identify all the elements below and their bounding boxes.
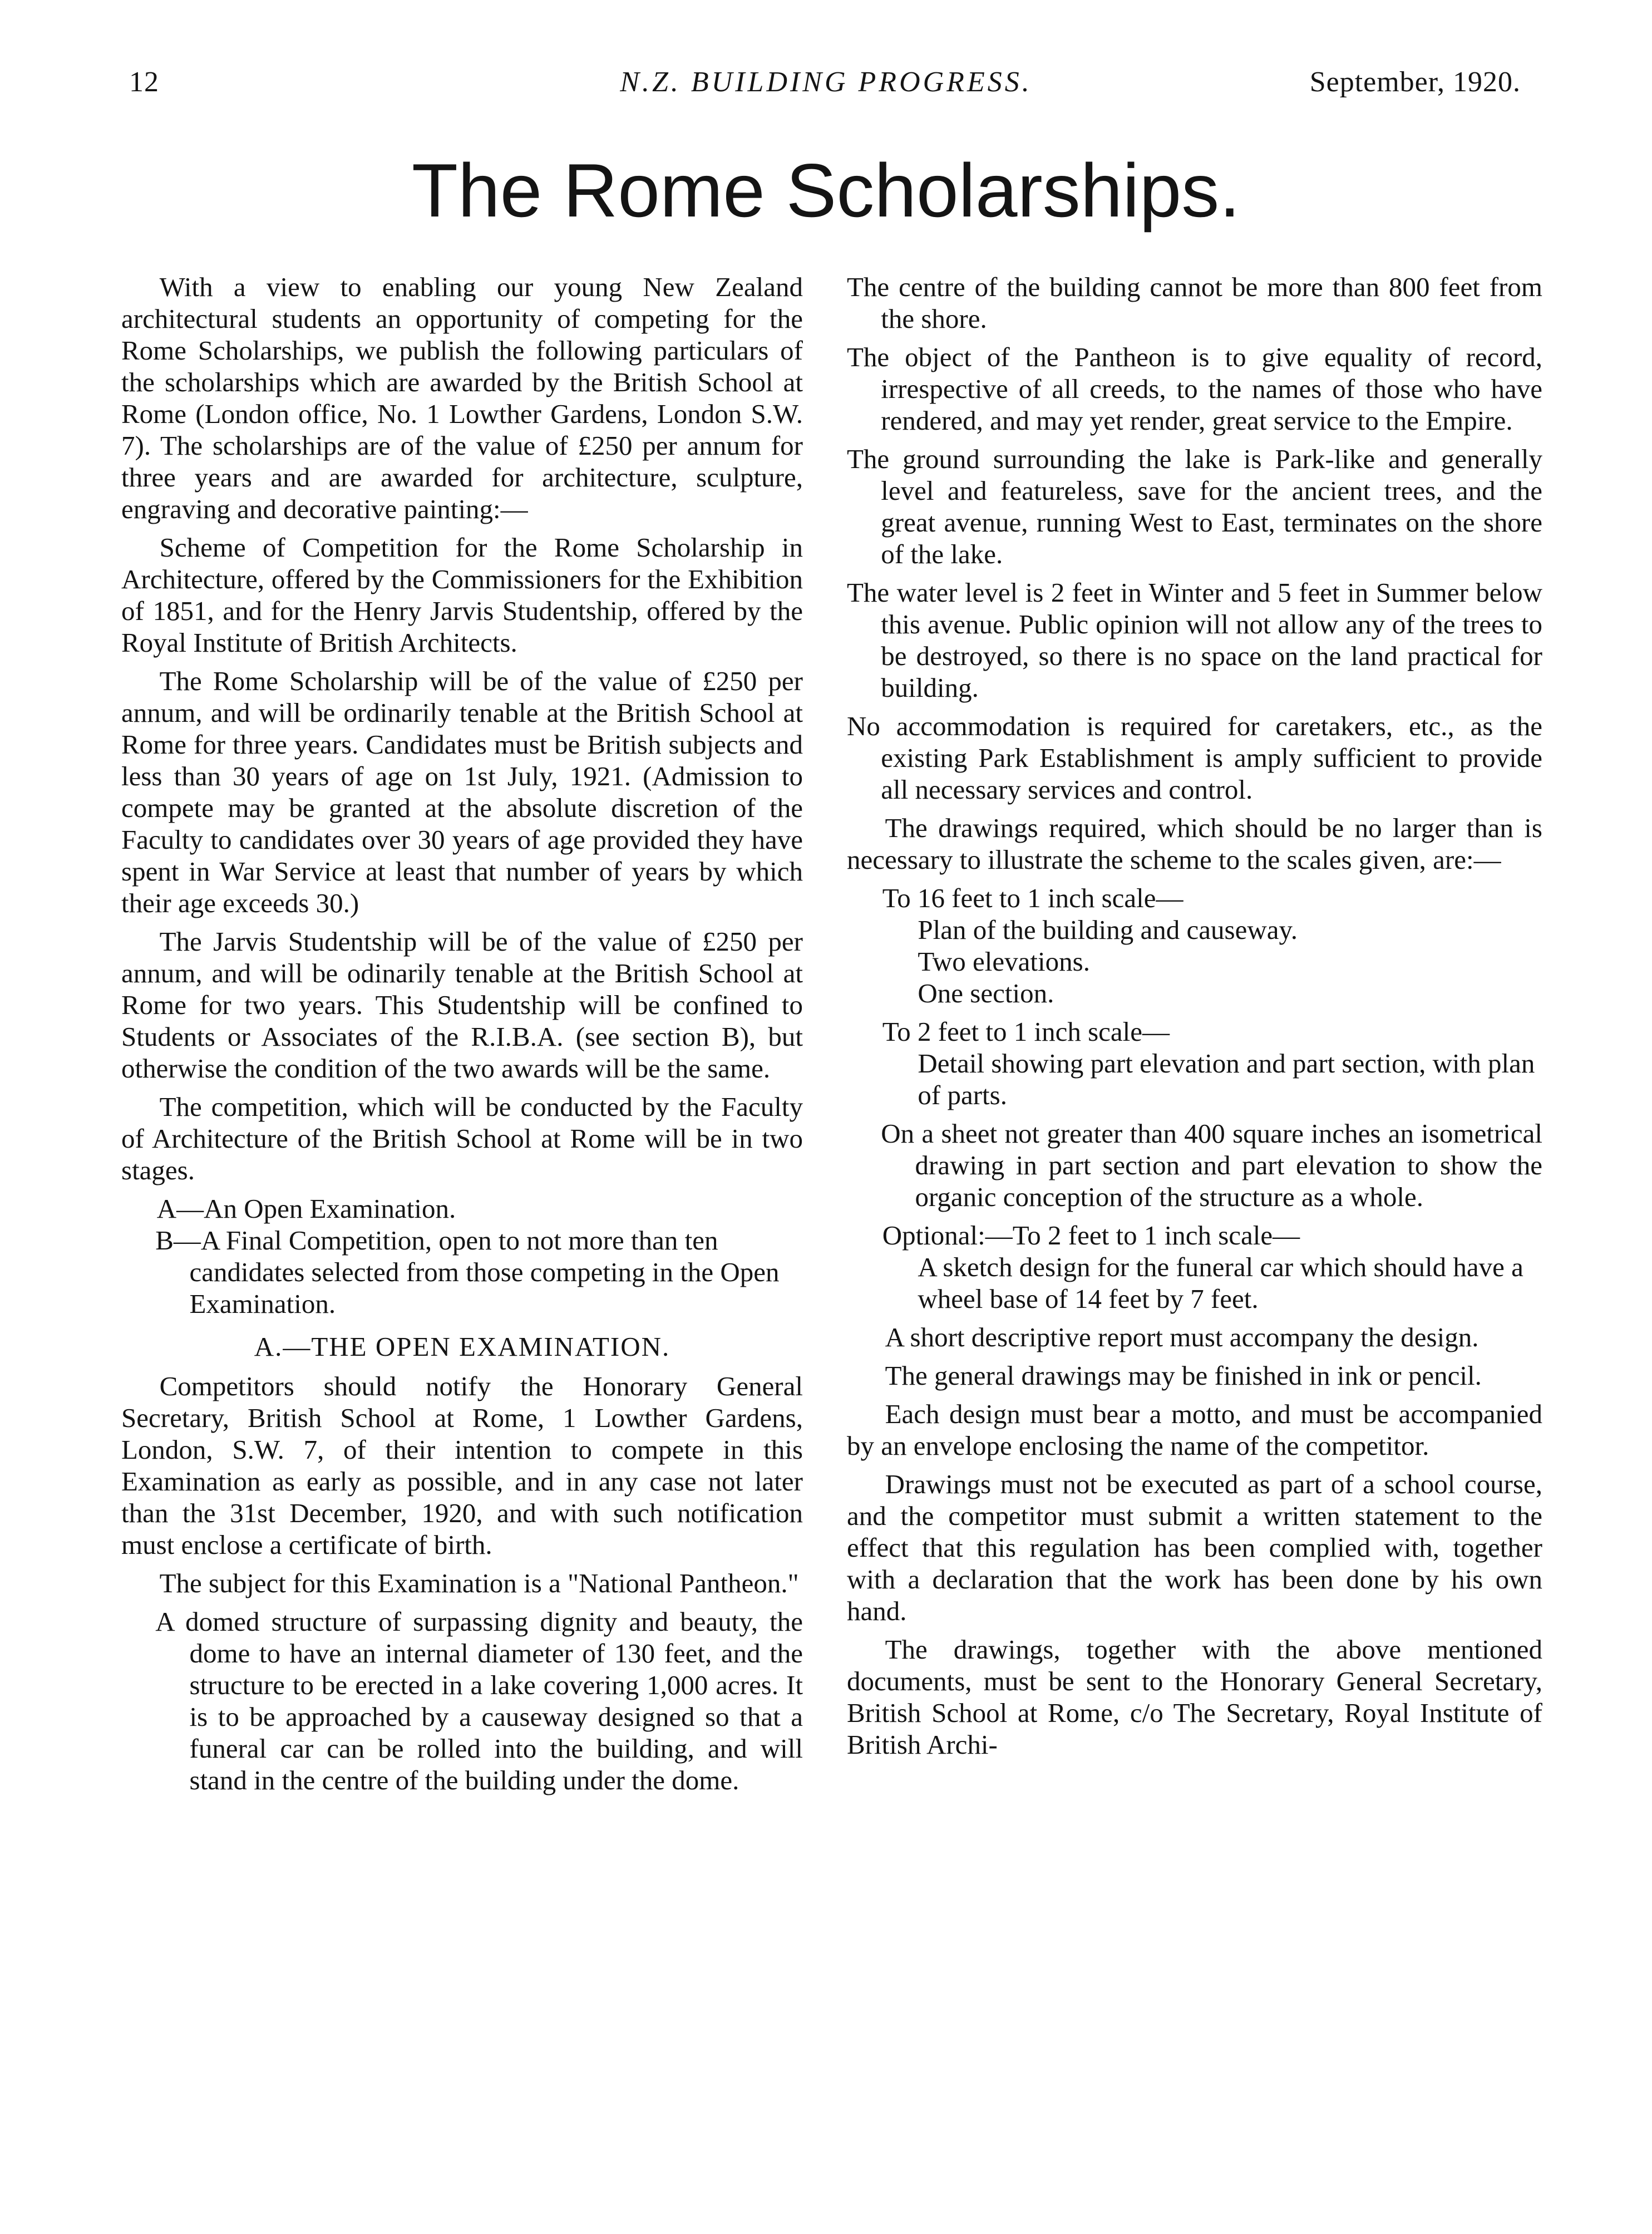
left-column — [121, 271, 803, 1803]
motto-paragraph: Each design must bear a motto, and must be accompanied by an envelope enclosing the name of the competitor. — [847, 1399, 1542, 1461]
condition-accommodation: No accommodation is required for caretakers, etc., as the existing Park Establishment is amply sufficient to provide all necessary services and control. — [847, 711, 1542, 805]
finish-paragraph: The general drawings may be finished in ink or pencil. — [885, 1360, 1482, 1391]
optional-item: A sketch design for the funeral car which should have a wheel base of 14 feet by 7 feet. — [918, 1252, 1523, 1314]
article-title: The Rome Scholarships. — [411, 148, 1241, 233]
jarvis-studentship-paragraph: The Jarvis Studentship will be of the value of £250 per annum, and will be odinarily tenable at the British School at Rome for two years. This Studentship will be confined to Students or Associates of the R.I.B.A. (see section B), but otherwise the condition of the two awards will be the same. — [121, 926, 803, 1084]
page-number: 12 — [129, 66, 159, 98]
stage-a-item: A—An Open Examination. — [156, 1193, 456, 1224]
scale-2-item: Detail showing part elevation and part section, with plan of parts. — [918, 1048, 1535, 1110]
optional-heading: Optional:—To 2 feet to 1 inch scale— — [882, 1220, 1300, 1251]
scheme-paragraph: Scheme of Competition for the Rome Scholarship in Architecture, offered by the Commissioners for the Exhibition of 1851, and for the Henry Jarvis Studentship, offered by the Royal Institute of British Architects. — [121, 532, 803, 658]
condition-object: The object of the Pantheon is to give equality of record, irrespective of all creeds, to the names of those who have rendered, and may yet render, great service to the Empire. — [847, 342, 1542, 436]
scale-16-item: Two elevations. — [918, 946, 1090, 977]
pantheon-description: A domed structure of surpassing dignity and beauty, the dome to have an internal diameter of 130 feet, and the structure to be erected in a lake covering 1,000 acres. It is to be approached by a causeway designed so that a funeral car can be rolled into the building, and will stand in the centre of the building under the dome. — [155, 1606, 803, 1795]
report-paragraph: A short descriptive report must accompany the design. — [885, 1322, 1479, 1352]
condition-centre: The centre of the building cannot be more than 800 feet from the shore. — [847, 272, 1542, 334]
right-column — [847, 271, 1542, 1767]
condition-ground: The ground surrounding the lake is Park-like and generally level and featureless, save for the ancient trees, and the great avenue, running West to East, terminates on the shore of the lake. — [847, 444, 1542, 569]
isometric-item: On a sheet not greater than 400 square inches an isometrical drawing in part section and part elevation to show the organic conception of the structure as a whole. — [881, 1118, 1542, 1212]
subject-paragraph: The subject for this Examination is a "National Pantheon." — [159, 1568, 799, 1598]
running-head — [0, 66, 1652, 116]
journal-title: N.Z. BUILDING PROGRESS. — [620, 66, 1032, 98]
rome-scholarship-paragraph: The Rome Scholarship will be of the value of £250 per annum, and will be ordinarily tenable at the British School at Rome for three years. Candidates must be British subjects and less than 30 years of age on 1st July, 1921. (Admission to compete may be granted at the absolute discretion of the Faculty to candidates over 30 years of age provided they have spent in War Service at least that number of years by which their age exceeds 30.) — [121, 666, 803, 918]
section-heading: A.—THE OPEN EXAMINATION. — [254, 1331, 670, 1362]
condition-water: The water level is 2 feet in Winter and 5 feet in Summer below this avenue. Public opinion will not allow any of the trees to be destroyed, so there is no space on the land practical for building. — [847, 577, 1542, 703]
school-course-paragraph: Drawings must not be executed as part of a school course, and the competitor must submit a written statement to the effect that this regulation has been complied with, together with a declaration that the work has been done by his own hand. — [847, 1469, 1542, 1626]
intro-paragraph: With a view to enabling our young New Zealand architectural students an opportunity of competing for the Rome Scholarships, we publish the following particulars of the scholarships which are awarded by the British School at Rome (London office, No. 1 Lowther Gardens, London S.W. 7). The scholarships are of the value of £250 per annum for three years and are awarded for architecture, sculpture, engraving and decorative painting:— — [121, 272, 803, 524]
scale-16-item: Plan of the building and causeway. — [918, 914, 1298, 945]
scale-2-heading: To 2 feet to 1 inch scale— — [882, 1016, 1170, 1047]
stage-b-item: B—A Final Competition, open to not more than ten candidates selected from those competing in the Open Examination. — [155, 1225, 780, 1319]
scale-16-heading: To 16 feet to 1 inch scale— — [882, 883, 1183, 913]
notification-paragraph: Competitors should notify the Honorary General Secretary, British School at Rome, 1 Lowther Gardens, London, S.W. 7, of their intention to compete in this Examination as early as possible, and in any case not later than the 31st December, 1920, and with such notification must enclose a certificate of birth. — [121, 1371, 803, 1560]
competition-paragraph: The competition, which will be conducted by the Faculty of Architecture of the British School at Rome will be in two stages. — [121, 1091, 803, 1185]
submission-paragraph: The drawings, together with the above mentioned documents, must be sent to the Honorary General Secretary, British School at Rome, c/o The Secretary, Royal Institute of British Archi- — [847, 1634, 1542, 1760]
issue-date: September, 1920. — [1309, 66, 1521, 98]
drawings-required-paragraph: The drawings required, which should be no larger than is necessary to illustrate the scheme to the scales given, are:— — [847, 813, 1542, 875]
scale-16-item: One section. — [918, 978, 1054, 1008]
